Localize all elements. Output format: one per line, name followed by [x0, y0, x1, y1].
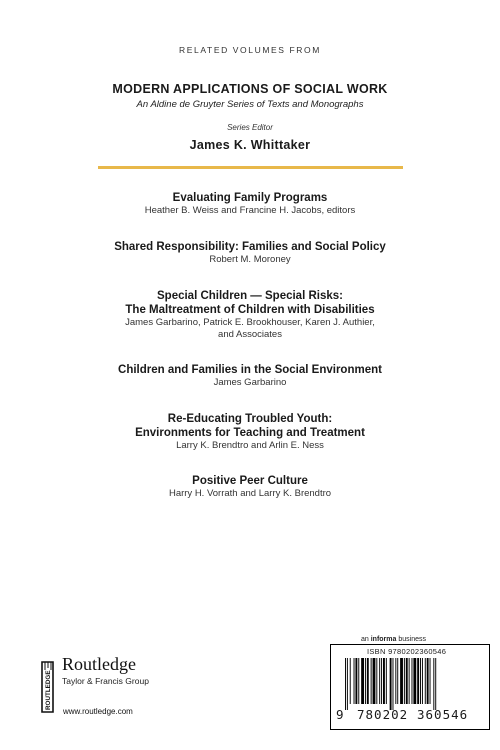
barcode-bar	[361, 658, 364, 704]
book-entry	[0, 474, 500, 500]
related-volumes-label: RELATED VOLUMES FROM	[179, 45, 321, 55]
barcode-bars	[345, 658, 475, 710]
book-author: James Garbarino, Patrick E. Brookhouser, Karen J. Authier,	[125, 317, 375, 328]
barcode-bar	[390, 658, 392, 710]
book-author: Robert M. Moroney	[209, 254, 291, 265]
series-editor-name: James K. Whittaker	[189, 138, 311, 152]
book-entry	[0, 289, 500, 341]
barcode-bar	[373, 658, 376, 704]
barcode-bar	[433, 658, 434, 710]
barcode-bar	[365, 658, 366, 704]
publisher-url[interactable]: www.routledge.com	[63, 707, 133, 716]
barcode-bar	[397, 658, 398, 704]
book-entry	[0, 240, 500, 266]
barcode-bar	[381, 658, 382, 704]
barcode-bar	[367, 658, 369, 704]
barcode-bar	[354, 658, 355, 704]
barcode-bar	[350, 658, 351, 704]
barcode-bar	[355, 658, 357, 704]
barcode-digit-group1: 780202	[357, 707, 409, 722]
barcode-bar	[412, 658, 413, 704]
book-entry	[0, 363, 500, 389]
book-author: James Garbarino	[213, 377, 287, 388]
barcode-bar	[345, 658, 346, 710]
book-entry	[0, 412, 500, 452]
barcode-bar	[404, 658, 405, 704]
barcode-digit-first: 9	[336, 707, 344, 722]
book-author: Heather B. Weiss and Francine H. Jacobs, editors	[144, 205, 356, 216]
book-author: Larry K. Brendtro and Arlin E. Ness	[176, 440, 324, 451]
barcode-bar	[393, 658, 394, 710]
book-entry	[0, 191, 500, 217]
routledge-logo-icon	[40, 660, 56, 714]
book-author: and Associates	[218, 329, 282, 340]
barcode-bar	[422, 658, 423, 704]
series-title: MODERN APPLICATIONS OF SOCIAL WORK	[112, 82, 388, 96]
barcode-bar	[413, 658, 416, 704]
barcode-bar	[371, 658, 372, 704]
barcode-digit-group2: 360546	[417, 707, 469, 722]
book-title: The Maltreatment of Children with Disabilities	[125, 304, 375, 316]
barcode-bar	[395, 658, 396, 704]
informa-brand: informa	[370, 636, 397, 643]
barcode-bar	[386, 658, 387, 704]
book-title: Re-Educating Troubled Youth:	[167, 413, 333, 425]
book-author: Harry H. Vorrath and Larry K. Brendtro	[168, 488, 332, 499]
barcode-bar	[379, 658, 380, 704]
isbn-barcode	[330, 644, 490, 730]
barcode-bar	[430, 658, 431, 704]
routledge-logo-text: ROUTLEDGE	[45, 670, 52, 710]
barcode-bar	[406, 658, 408, 704]
barcode-bar	[417, 658, 419, 704]
barcode-bar	[420, 658, 421, 704]
barcode-bar	[347, 658, 348, 710]
book-title: Special Children — Special Risks:	[157, 290, 343, 302]
publisher-group: Taylor & Francis Group	[62, 676, 149, 686]
barcode-bar	[409, 658, 410, 704]
isbn-label: ISBN 9780202360546	[367, 647, 447, 656]
barcode-bar	[383, 658, 385, 704]
book-title: Shared Responsibility: Families and Social Policy	[114, 241, 386, 253]
barcode-bar	[427, 658, 429, 704]
series-editor-label: Series Editor	[227, 123, 273, 132]
gold-divider	[98, 166, 403, 169]
informa-prefix: an	[361, 636, 371, 643]
book-title: Children and Families in the Social Environment	[118, 364, 382, 376]
barcode-bar	[435, 658, 436, 710]
book-title: Environments for Teaching and Treatment	[135, 427, 365, 439]
barcode-bar	[358, 658, 359, 704]
informa-suffix: business	[396, 636, 426, 643]
book-title: Evaluating Family Programs	[172, 192, 328, 204]
informa-business-label	[361, 636, 426, 643]
publisher-name: Routledge	[62, 654, 136, 674]
barcode-bar	[376, 658, 377, 704]
series-subtitle: An Aldine de Gruyter Series of Texts and Monographs	[136, 99, 364, 110]
barcode-bar	[400, 658, 403, 704]
barcode-bar	[425, 658, 426, 704]
book-title: Positive Peer Culture	[192, 475, 308, 487]
